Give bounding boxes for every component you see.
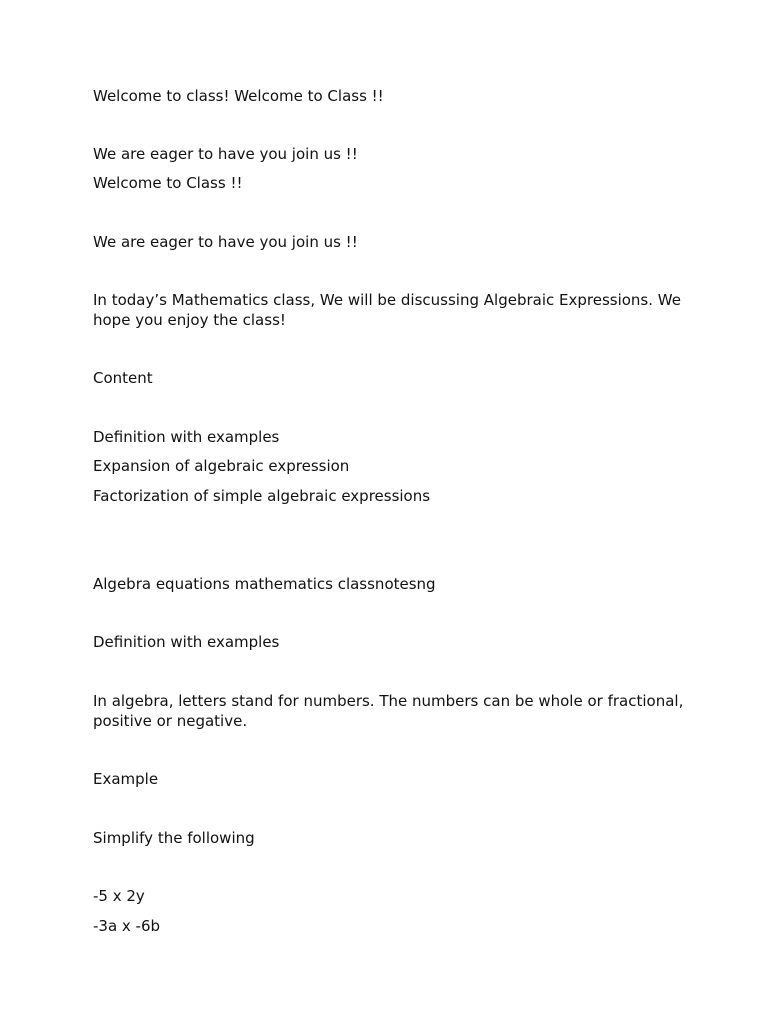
section-caption: Algebra equations mathematics classnotesng (93, 575, 436, 593)
exercise-item-2: -3a x -6b (93, 917, 161, 935)
intro-paragraph: In today’s Mathematics class, We will be discussing Algebraic Expressions. We hope you enjoy the class! (93, 291, 681, 329)
example-heading: Example (93, 770, 159, 788)
content-item-expansion: Expansion of algebraic expression (93, 457, 350, 475)
content-item-definition: Definition with examples (93, 428, 280, 446)
content-heading: Content (93, 369, 153, 387)
welcome-text: Welcome to Class !! (93, 174, 243, 192)
definition-paragraph: In algebra, letters stand for numbers. The numbers can be whole or fractional, positive or negative. (93, 692, 684, 730)
welcome-heading: Welcome to class! Welcome to Class !! (93, 87, 384, 105)
eager-text-repeat: We are eager to have you join us !! (93, 233, 358, 251)
eager-text: We are eager to have you join us !! (93, 145, 358, 163)
content-item-factorization: Factorization of simple algebraic expressions (93, 487, 431, 505)
definition-heading: Definition with examples (93, 633, 280, 651)
exercise-item-1: -5 x 2y (93, 887, 145, 905)
simplify-instruction: Simplify the following (93, 829, 255, 847)
